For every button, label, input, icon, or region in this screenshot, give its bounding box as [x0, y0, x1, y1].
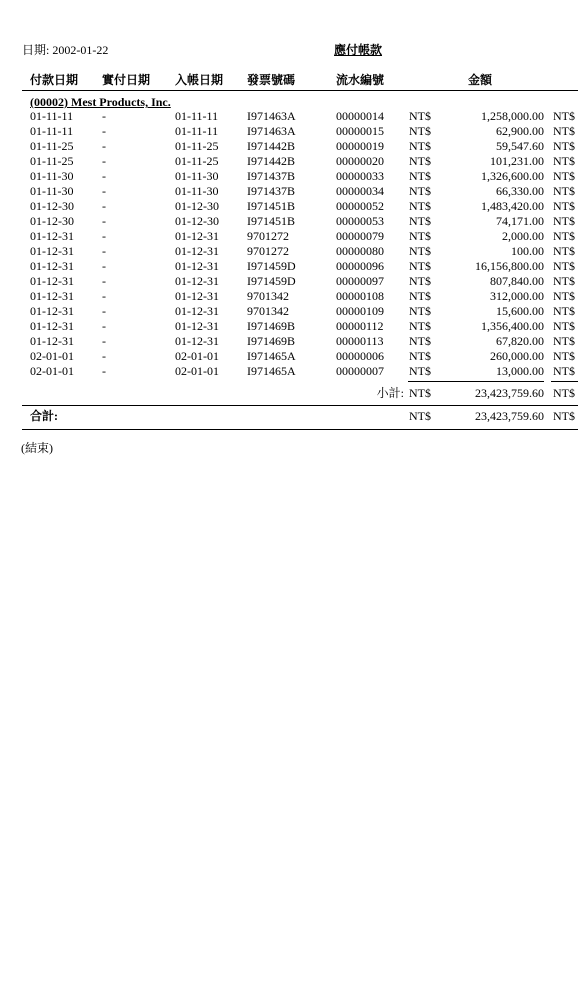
- row-actual-pay-date: -: [102, 199, 106, 213]
- row-actual-pay-date: -: [102, 259, 106, 273]
- row-currency: NT$: [409, 109, 431, 123]
- row-seq-no: 00000019: [336, 139, 384, 153]
- row-invoice-no: I971437B: [247, 184, 295, 198]
- row-pay-date: 01-11-25: [30, 154, 74, 168]
- table-row: [0, 154, 579, 169]
- row-seq-no: 00000006: [336, 349, 384, 363]
- report-date: 日期: 2002-01-22: [22, 43, 109, 57]
- row-currency-suffix: NT$: [553, 154, 575, 168]
- row-seq-no: 00000052: [336, 199, 384, 213]
- row-invoice-no: I971469B: [247, 334, 295, 348]
- table-row: [0, 334, 579, 349]
- total-currency: NT$: [409, 409, 431, 423]
- row-invoice-no: I971442B: [247, 139, 295, 153]
- row-seq-no: 00000108: [336, 289, 384, 303]
- row-actual-pay-date: -: [102, 214, 106, 228]
- header-actual-pay-date: 實付日期: [102, 73, 151, 87]
- header-invoice-no: 發票號碼: [247, 73, 296, 87]
- row-invoice-no: I971469B: [247, 319, 295, 333]
- table-row: [0, 199, 579, 214]
- row-actual-pay-date: -: [102, 334, 106, 348]
- row-amount: 807,840.00: [490, 274, 544, 288]
- row-actual-pay-date: -: [102, 274, 106, 288]
- row-currency: NT$: [409, 244, 431, 258]
- row-currency-suffix: NT$: [553, 349, 575, 363]
- row-pay-date: 01-11-30: [30, 169, 74, 183]
- subtotal-amount: 23,423,759.60: [475, 386, 544, 400]
- row-currency-suffix: NT$: [553, 274, 575, 288]
- row-currency-suffix: NT$: [553, 124, 575, 138]
- row-currency: NT$: [409, 229, 431, 243]
- table-row: [0, 214, 579, 229]
- row-currency: NT$: [409, 349, 431, 363]
- row-post-date: 01-11-11: [175, 124, 219, 138]
- row-seq-no: 00000096: [336, 259, 384, 273]
- row-seq-no: 00000079: [336, 229, 384, 243]
- row-pay-date: 01-12-31: [30, 304, 74, 318]
- row-post-date: 01-12-31: [175, 319, 219, 333]
- subtotal-divider: [408, 381, 544, 382]
- end-note: (結束): [21, 441, 53, 455]
- row-seq-no: 00000113: [336, 334, 384, 348]
- row-invoice-no: I971465A: [247, 349, 296, 363]
- table-row: [0, 289, 579, 304]
- header-post-date: 入帳日期: [175, 73, 224, 87]
- row-currency-suffix: NT$: [553, 139, 575, 153]
- row-post-date: 01-11-25: [175, 154, 219, 168]
- header-pay-date: 付款日期: [30, 73, 79, 87]
- row-actual-pay-date: -: [102, 109, 106, 123]
- row-amount: 59,547.60: [496, 139, 544, 153]
- row-seq-no: 00000097: [336, 274, 384, 288]
- total-amount: 23,423,759.60: [475, 409, 544, 423]
- row-currency-suffix: NT$: [553, 334, 575, 348]
- subtotal-label: 小計:: [376, 386, 404, 400]
- row-actual-pay-date: -: [102, 289, 106, 303]
- row-pay-date: 01-12-30: [30, 214, 74, 228]
- row-pay-date: 01-12-31: [30, 319, 74, 333]
- transaction-rows: [0, 109, 579, 379]
- subtotal-currency-divider: [551, 381, 578, 382]
- subtotal-row: [0, 386, 579, 401]
- header-seq-no: 流水編號: [336, 73, 385, 87]
- total-row: [0, 409, 579, 424]
- row-invoice-no: I971442B: [247, 154, 295, 168]
- row-currency: NT$: [409, 184, 431, 198]
- table-row: [0, 169, 579, 184]
- row-amount: 15,600.00: [496, 304, 544, 318]
- row-invoice-no: I971459D: [247, 274, 296, 288]
- table-row: [0, 229, 579, 244]
- row-amount: 1,356,400.00: [481, 319, 544, 333]
- row-pay-date: 01-11-11: [30, 124, 74, 138]
- row-pay-date: 01-12-31: [30, 274, 74, 288]
- subtotal-currency-suffix: NT$: [553, 386, 575, 400]
- table-row: [0, 349, 579, 364]
- row-post-date: 01-12-31: [175, 244, 219, 258]
- row-pay-date: 01-12-31: [30, 259, 74, 273]
- row-seq-no: 00000109: [336, 304, 384, 318]
- row-currency-suffix: NT$: [553, 364, 575, 378]
- row-currency: NT$: [409, 169, 431, 183]
- row-currency-suffix: NT$: [553, 289, 575, 303]
- row-currency: NT$: [409, 154, 431, 168]
- row-invoice-no: I971463A: [247, 109, 296, 123]
- row-seq-no: 00000034: [336, 184, 384, 198]
- row-currency: NT$: [409, 289, 431, 303]
- row-invoice-no: 9701342: [247, 289, 289, 303]
- row-currency: NT$: [409, 364, 431, 378]
- row-post-date: 01-12-31: [175, 289, 219, 303]
- row-post-date: 01-12-30: [175, 199, 219, 213]
- total-top-divider: [22, 405, 578, 406]
- row-invoice-no: I971459D: [247, 259, 296, 273]
- row-post-date: 02-01-01: [175, 364, 219, 378]
- row-pay-date: 02-01-01: [30, 349, 74, 363]
- row-amount: 1,258,000.00: [481, 109, 544, 123]
- table-row: [0, 139, 579, 154]
- total-label: 合計:: [30, 409, 58, 423]
- row-pay-date: 01-12-30: [30, 199, 74, 213]
- row-seq-no: 00000015: [336, 124, 384, 138]
- row-currency: NT$: [409, 199, 431, 213]
- row-pay-date: 01-12-31: [30, 289, 74, 303]
- row-seq-no: 00000080: [336, 244, 384, 258]
- header-divider: [22, 90, 578, 91]
- row-invoice-no: 9701342: [247, 304, 289, 318]
- row-invoice-no: I971465A: [247, 364, 296, 378]
- row-post-date: 02-01-01: [175, 349, 219, 363]
- row-post-date: 01-12-30: [175, 214, 219, 228]
- row-amount: 1,483,420.00: [481, 199, 544, 213]
- row-actual-pay-date: -: [102, 244, 106, 258]
- row-post-date: 01-12-31: [175, 229, 219, 243]
- row-invoice-no: I971437B: [247, 169, 295, 183]
- row-pay-date: 01-11-30: [30, 184, 74, 198]
- row-seq-no: 00000053: [336, 214, 384, 228]
- row-currency-suffix: NT$: [553, 109, 575, 123]
- row-currency-suffix: NT$: [553, 184, 575, 198]
- row-seq-no: 00000007: [336, 364, 384, 378]
- row-actual-pay-date: -: [102, 184, 106, 198]
- row-actual-pay-date: -: [102, 349, 106, 363]
- row-post-date: 01-12-31: [175, 259, 219, 273]
- row-amount: 66,330.00: [496, 184, 544, 198]
- total-currency-suffix: NT$: [553, 409, 575, 423]
- row-seq-no: 00000014: [336, 109, 384, 123]
- row-post-date: 01-12-31: [175, 334, 219, 348]
- row-pay-date: 01-11-25: [30, 139, 74, 153]
- table-row: [0, 124, 579, 139]
- row-amount: 312,000.00: [490, 289, 544, 303]
- row-invoice-no: I971451B: [247, 199, 295, 213]
- row-seq-no: 00000112: [336, 319, 384, 333]
- row-currency-suffix: NT$: [553, 319, 575, 333]
- table-row: [0, 304, 579, 319]
- row-currency: NT$: [409, 214, 431, 228]
- row-amount: 2,000.00: [502, 229, 544, 243]
- row-seq-no: 00000020: [336, 154, 384, 168]
- row-currency: NT$: [409, 139, 431, 153]
- row-invoice-no: 9701272: [247, 229, 289, 243]
- table-row: [0, 184, 579, 199]
- row-currency-suffix: NT$: [553, 169, 575, 183]
- row-actual-pay-date: -: [102, 319, 106, 333]
- row-currency-suffix: NT$: [553, 304, 575, 318]
- table-row: [0, 319, 579, 334]
- row-amount: 74,171.00: [496, 214, 544, 228]
- header-amount: 金額: [468, 73, 493, 87]
- row-currency-suffix: NT$: [553, 214, 575, 228]
- row-currency-suffix: NT$: [553, 229, 575, 243]
- row-amount: 62,900.00: [496, 124, 544, 138]
- row-actual-pay-date: -: [102, 364, 106, 378]
- row-amount: 13,000.00: [496, 364, 544, 378]
- row-currency: NT$: [409, 274, 431, 288]
- row-seq-no: 00000033: [336, 169, 384, 183]
- row-pay-date: 01-11-11: [30, 109, 74, 123]
- row-pay-date: 01-12-31: [30, 334, 74, 348]
- row-actual-pay-date: -: [102, 124, 106, 138]
- row-post-date: 01-11-11: [175, 109, 219, 123]
- row-currency: NT$: [409, 319, 431, 333]
- row-currency: NT$: [409, 304, 431, 318]
- row-amount: 260,000.00: [490, 349, 544, 363]
- report-title: 應付帳款: [334, 43, 383, 57]
- row-invoice-no: I971463A: [247, 124, 296, 138]
- row-post-date: 01-11-30: [175, 184, 219, 198]
- subtotal-currency: NT$: [409, 386, 431, 400]
- row-amount: 101,231.00: [490, 154, 544, 168]
- total-bottom-divider: [22, 429, 578, 430]
- row-currency: NT$: [409, 124, 431, 138]
- row-actual-pay-date: -: [102, 304, 106, 318]
- row-currency: NT$: [409, 334, 431, 348]
- row-pay-date: 02-01-01: [30, 364, 74, 378]
- row-amount: 1,326,600.00: [481, 169, 544, 183]
- row-actual-pay-date: -: [102, 229, 106, 243]
- table-row: [0, 109, 579, 124]
- row-actual-pay-date: -: [102, 169, 106, 183]
- vendor-name: (00002) Mest Products, Inc.: [30, 95, 171, 109]
- table-row: [0, 274, 579, 289]
- row-currency-suffix: NT$: [553, 199, 575, 213]
- row-invoice-no: 9701272: [247, 244, 289, 258]
- row-post-date: 01-12-31: [175, 304, 219, 318]
- row-post-date: 01-12-31: [175, 274, 219, 288]
- row-amount: 100.00: [511, 244, 544, 258]
- row-currency: NT$: [409, 259, 431, 273]
- row-amount: 67,820.00: [496, 334, 544, 348]
- row-actual-pay-date: -: [102, 139, 106, 153]
- row-post-date: 01-11-30: [175, 169, 219, 183]
- row-pay-date: 01-12-31: [30, 229, 74, 243]
- row-currency-suffix: NT$: [553, 244, 575, 258]
- row-actual-pay-date: -: [102, 154, 106, 168]
- row-pay-date: 01-12-31: [30, 244, 74, 258]
- table-row: [0, 364, 579, 379]
- row-post-date: 01-11-25: [175, 139, 219, 153]
- row-invoice-no: I971451B: [247, 214, 295, 228]
- table-row: [0, 259, 579, 274]
- table-row: [0, 244, 579, 259]
- row-currency-suffix: NT$: [553, 259, 575, 273]
- row-amount: 16,156,800.00: [475, 259, 544, 273]
